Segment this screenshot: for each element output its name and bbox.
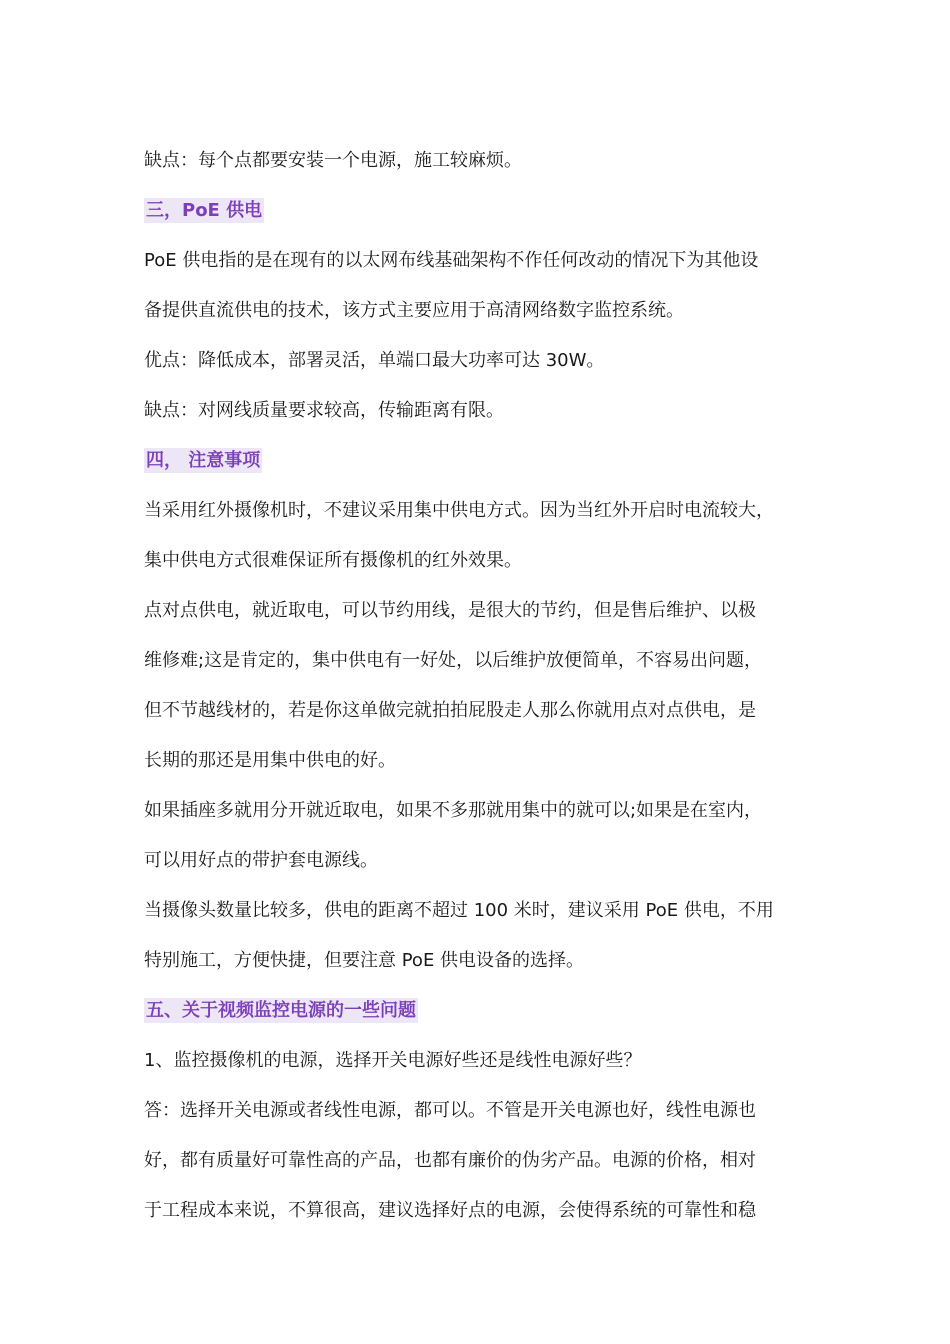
section-heading	[144, 186, 834, 236]
section-heading	[144, 986, 834, 1036]
document-body	[144, 136, 834, 1236]
text-line: 长期的那还是用集中供电的好。	[144, 750, 396, 771]
text-line: 当摄像头数量比较多，供电的距离不超过 100 米时，建议采用 PoE 供电，不用	[144, 900, 774, 921]
section-heading-text: 三，PoE 供电	[146, 200, 263, 221]
text-line: 答：选择开关电源或者线性电源，都可以。不管是开关电源也好，线性电源也	[144, 1100, 756, 1121]
text-line: 于工程成本来说，不算很高，建议选择好点的电源，会使得系统的可靠性和稳	[144, 1200, 756, 1221]
text-line: 维修难;这是肯定的，集中供电有一好处，以后维护放便简单，不容易出问题，	[144, 650, 763, 671]
text-line: 缺点：每个点都要安装一个电源，施工较麻烦。	[144, 150, 522, 171]
text-line: 如果插座多就用分开就近取电，如果不多那就用集中的就可以;如果是在室内，	[144, 800, 763, 821]
section-heading-text: 五、关于视频监控电源的一些问题	[146, 1000, 416, 1021]
text-line: 备提供直流供电的技术，该方式主要应用于高清网络数字监控系统。	[144, 300, 684, 321]
text-line: PoE 供电指的是在现有的以太网布线基础架构不作任何改动的情况下为其他设	[144, 250, 759, 271]
text-line: 但不节越线材的，若是你这单做完就拍拍屁股走人那么你就用点对点供电，是	[144, 700, 756, 721]
text-line: 1、监控摄像机的电源，选择开关电源好些还是线性电源好些？	[144, 1050, 642, 1071]
text-line: 当采用红外摄像机时，不建议采用集中供电方式。因为当红外开启时电流较大，	[144, 500, 774, 521]
text-line: 缺点：对网线质量要求较高，传输距离有限。	[144, 400, 504, 421]
text-line: 优点：降低成本，部署灵活，单端口最大功率可达 30W。	[144, 350, 605, 371]
text-line: 可以用好点的带护套电源线。	[144, 850, 378, 871]
section-heading	[144, 436, 834, 486]
section-heading-text: 四， 注意事项	[146, 450, 261, 471]
text-line: 点对点供电，就近取电，可以节约用线，是很大的节约，但是售后维护、以极	[144, 600, 756, 621]
text-line: 好，都有质量好可靠性高的产品，也都有廉价的伪劣产品。电源的价格，相对	[144, 1150, 756, 1171]
text-line: 特别施工，方便快捷，但要注意 PoE 供电设备的选择。	[144, 950, 585, 971]
text-line: 集中供电方式很难保证所有摄像机的红外效果。	[144, 550, 522, 571]
